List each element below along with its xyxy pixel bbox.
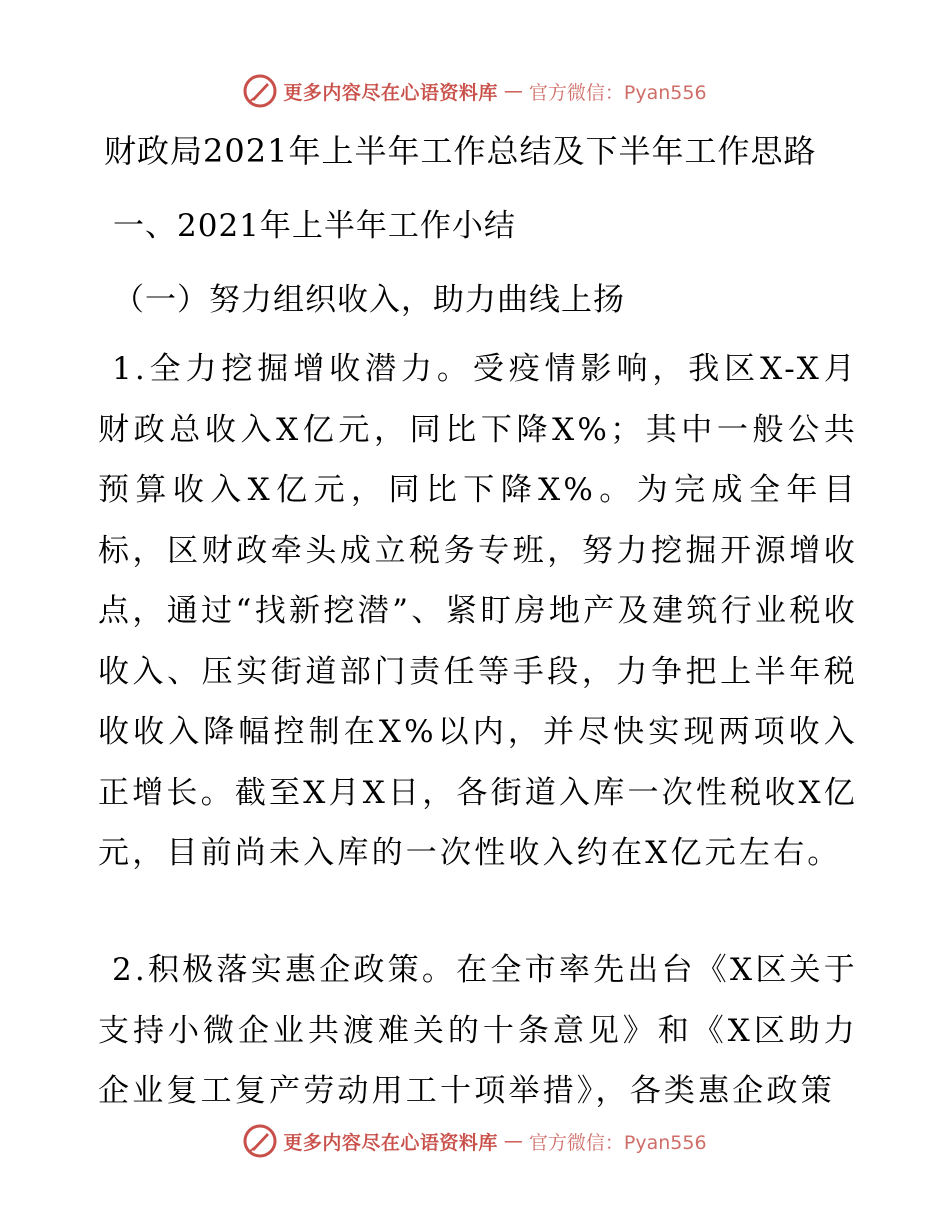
watermark-footer bbox=[0, 1124, 950, 1158]
watermark-wechat-text: 官方微信：Pyan556 bbox=[528, 1131, 707, 1154]
section-heading: 一、2021年上半年工作小结 bbox=[113, 208, 516, 244]
watermark-wechat-text: 官方微信：Pyan556 bbox=[528, 81, 707, 104]
paragraph-2: 2.积极落实惠企政策。在全市率先出台《X区关于支持小微企业共渡难关的十条意见》和《X区助力企业复工复产劳动用工十项举措》，各类惠企政策 bbox=[98, 952, 858, 1109]
quill-logo-icon bbox=[243, 74, 277, 108]
watermark-separator: — bbox=[503, 1130, 523, 1152]
subsection-heading: （一）努力组织收入，助力曲线上扬 bbox=[113, 282, 625, 318]
watermark-site-text: 更多内容尽在心语资料库 bbox=[283, 81, 498, 104]
watermark-header bbox=[0, 74, 950, 108]
watermark-separator: — bbox=[503, 80, 523, 102]
watermark-site-text: 更多内容尽在心语资料库 bbox=[283, 1131, 498, 1154]
paragraph-1: 1.全力挖掘增收潜力。受疫情影响，我区X-X月财政总收入X亿元，同比下降X%；其中一般公共预算收入X亿元，同比下降X%。为完成全年目标，区财政牵头成立税务专班，努力挖掘开源增收点，通过“找新挖潜”、紧盯房地产及建筑行业税收收入、压实街道部门责任等手段，力争把上半年税收收入降幅控制在X%以内，并尽快实现两项收入正增长。截至X月X日，各街道入库一次性税收X亿元，目前尚未入库的一次性收入约在X亿元左右。 bbox=[98, 351, 858, 871]
quill-logo-icon bbox=[243, 1124, 277, 1158]
document-title: 财政局2021年上半年工作总结及下半年工作思路 bbox=[104, 132, 817, 170]
